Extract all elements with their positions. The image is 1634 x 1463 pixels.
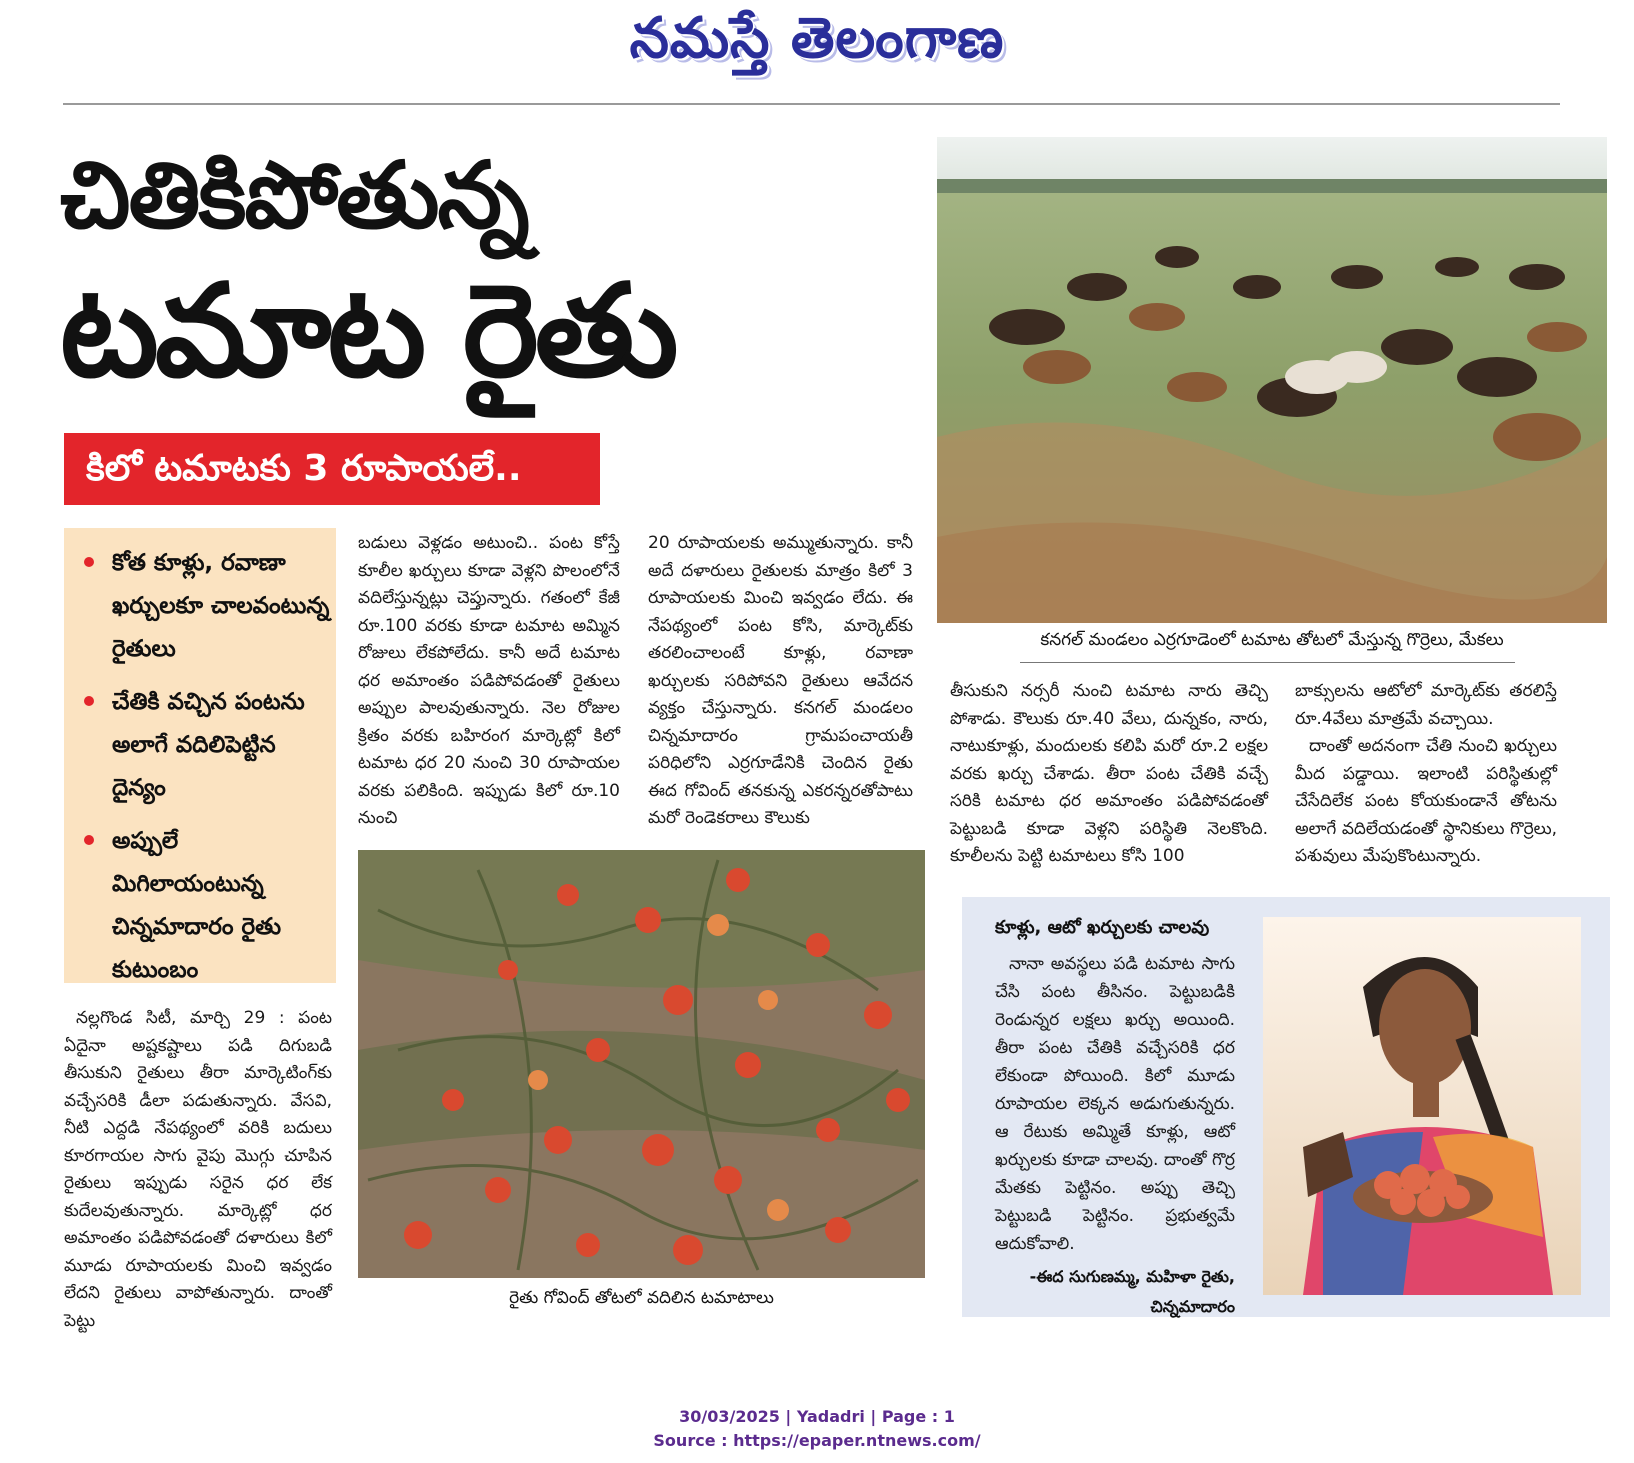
article-paragraph: దాంతో అదనంగా చేతి నుంచి ఖర్చులు మీద పడ్డాయి. ఇలాంటి పరిస్థితుల్లో చేసేదిలేక పంట కోయకుండానే తోటను అలాగే వదిలేయడంతో స్థానికులు గొర్రెలు, పశువులు మేపుకొంటున్నారు. [1295,736,1557,866]
article-column-2: బడులు వెళ్లడం అటుంచి.. పంట కోస్తే కూలీల ఖర్చులు కూడా వెళ్లని పొలంలోనే వదిలేస్తున్నట్లు చెప్తున్నారు. గతంలో కేజీ రూ.100 వరకు కూడా టమాట అమ్మిన రోజులు లేకపోలేదు. కానీ అదే టమాట ధర అమాంతం పడిపోవడంతో రైతులు అప్పుల పాలవుతున్నారు. నెల రోజుల క్రితం వరకు బహిరంగ మార్కెట్లో కిలో టమాట ధర 20 నుంచి 30 రూపాయల వరకు పలికింది. ఇప్పుడు కిలో రూ.10 నుంచి [358,533,620,828]
highlights-box [64,528,336,983]
goats-grazing-photo [937,137,1607,623]
bullet-icon [84,835,94,845]
goats-photo-caption: కనగల్ మండలం ఎర్రగూడెంలో టమాట తోటలో మేస్తున్న గొర్రెలు, మేకలు [1040,630,1504,650]
article-column-1: నల్లగొండ సిటీ, మార్చి 29 : పంట ఏదైనా అష్టకష్టాలు పడి దిగుబడి తీసుకుని రైతులు తీరా మార్కెటింగ్‌కు వచ్చేసరికి డీలా పడుతున్నారు. వేసవి, నీటి ఎద్దడి నేపథ్యంలో వరికి బదులు కూరగాయల సాగు వైపు మొగ్గు చూపిన రైతులు ఇప్పుడు సరైన ధర లేక కుదేలవుతున్నారు. మార్కెట్లో ధర అమాంతం పడిపోవడంతో దళారులు కిలో మూడు రూపాయలకు మించి ఇవ్వడం లేదని రైతులు వాపోతున్నారు. దాంతో పెట్టు [64,1008,332,1331]
woman-farmer-photo [1263,917,1581,1295]
masthead-divider [63,103,1560,105]
bullet-icon [84,557,94,567]
article-paragraph: బాక్సులను ఆటోలో మార్కెట్‌కు తరలిస్తే రూ.4వేలు మాత్రమే వచ్చాయి. [1295,681,1557,729]
article-column-4: తీసుకుని నర్సరీ నుంచి టమాట నారు తెచ్చి పోశాడు. కౌలుకు రూ.40 వేలు, దున్నకం, నారు, నాటుకూళ్లు, మందులకు కలిపి మరో రూ.2 లక్షల వరకు ఖర్చు చేశాడు. తీరా పంట చేతికి వచ్చే సరికి టమాట ధర అమాంతం పడిపోవడంతో పెట్టుబడి కూడా వెళ్లని పరిస్థితి నెలకొంది. కూలీలను పెట్టి టమాటలు కోసి 100 [950,681,1268,866]
quote-author: -ఈద సుగుణమ్మ, మహిళా రైతు, [1029,1267,1235,1286]
page-footer [0,1405,1634,1453]
subheadline-banner: కిలో టమాటకు 3 రూపాయలే.. [64,433,600,505]
highlight-item [84,542,330,671]
highlight-text: కోత కూళ్లు, రవాణా ఖర్చులకూ చాలవంటున్న రైతులు [112,550,330,662]
headline-line-2: టమాట రైతు [60,257,675,406]
caption-underline [1020,662,1515,663]
tomatoes-photo-caption: రైతు గోవింద్ తోటలో వదిలిన టమాటాలు [509,1288,774,1308]
highlight-item [84,681,326,810]
article-column-5 [1295,678,1557,871]
abandoned-tomatoes-photo [358,850,925,1278]
quote-attribution [995,1262,1235,1322]
highlight-text: చేతికి వచ్చిన పంటను అలాగే వదిలిపెట్టిన దైన్యం [112,689,305,801]
source-info: Source : https://epaper.ntnews.com/ [653,1431,981,1450]
article-column-3: 20 రూపాయలకు అమ్ముతున్నారు. కానీ అదే దళారులు రైతులకు మాత్రం కిలో 3 రూపాయలకు మించి ఇవ్వడం లేదు. ఈ నేపథ్యంలో పంట కోసి, మార్కెట్‌కు తరలించాలంటే కూళ్లు, రవాణా ఖర్చులకు సరిపోవని రైతులు ఆవేదన వ్యక్తం చేస్తున్నారు. కనగల్ మండలం చిన్నమాదారం గ్రామపంచాయతీ పరిధిలోని ఎర్రగూడేనికి చెందిన రైతు ఈద గోవింద్ తనకున్న ఎకరన్నరతోపాటు మరో రెండెకరాలు కౌలుకు [648,533,913,828]
masthead-logo: నమస్తే తెలంగాణ [629,6,1005,71]
quote-author-place: చిన్నమాదారం [1150,1297,1235,1316]
bullet-icon [84,696,94,706]
headline-line-1: చితికిపోతున్న [60,142,528,249]
quote-body: నానా అవస్థలు పడి టమాట సాగు చేసి పంట తీసినం. పెట్టుబడికి రెండున్నర లక్షలు ఖర్చు అయింది. తీరా పంట చేతికి వచ్చేసరికి ధర లేకుండా పోయింది. కిలో మూడు రూపాయల లెక్కన అడుగుతున్నరు. ఆ రేటుకు అమ్మితే కూళ్లు, ఆటో ఖర్చులకు కూడా చాలవు. దాంతో గొర్ర మేతకు పెట్టినం. అప్పు తెచ్చి పెట్టుబడి పెట్టినం. ప్రభుత్వమే ఆదుకోవాలి. [995,954,1235,1254]
highlight-text: అప్పులే మిగిలాయంటున్న చిన్నమాదారం రైతు కుటుంబం [112,828,282,983]
quote-title: కూళ్లు, ఆటో ఖర్చులకు చాలవు [995,917,1210,938]
edition-info: 30/03/2025 | Yadadri | Page : 1 [679,1407,955,1426]
highlight-item [84,820,326,992]
